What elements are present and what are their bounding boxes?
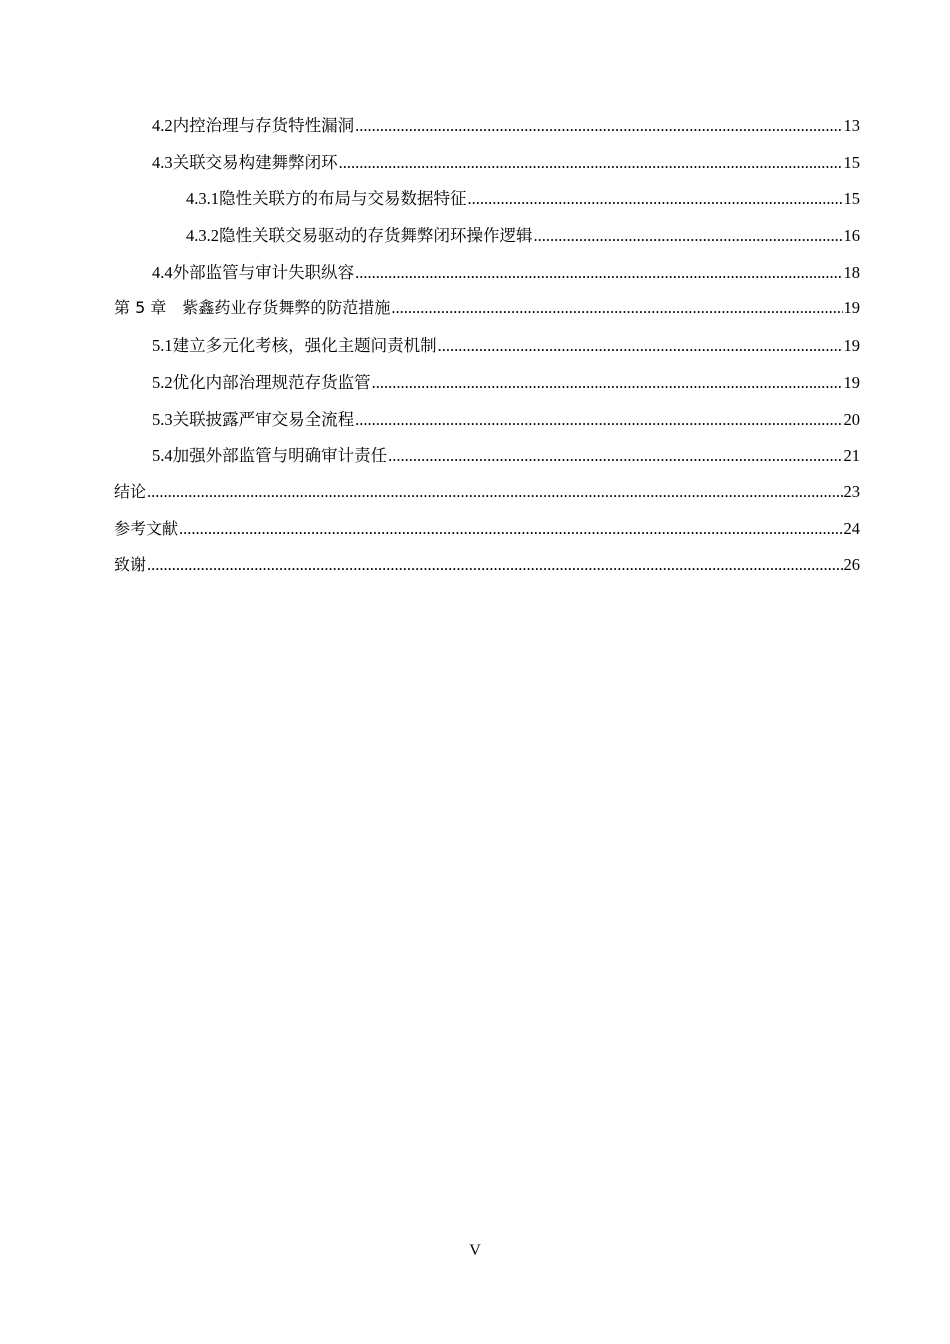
toc-entry-page: 21 xyxy=(843,446,860,466)
dot-leader xyxy=(147,482,842,502)
toc-entry-title: 隐性关联交易驱动的存货舞弊闭环操作逻辑 xyxy=(219,226,533,246)
table-of-contents xyxy=(114,112,860,589)
toc-entry-page: 16 xyxy=(843,226,860,246)
toc-entry-number: 4.3.2 xyxy=(186,226,219,246)
toc-entry-number: 第 5 章 xyxy=(114,298,167,318)
toc-entry-title: 建立多元化考核，强化主题问责机制 xyxy=(172,336,437,356)
toc-entry-page: 15 xyxy=(843,189,860,209)
toc-entry-4-2[interactable] xyxy=(114,112,860,149)
toc-entry-title: 关联披露严审交易全流程 xyxy=(172,409,355,429)
dot-leader xyxy=(468,189,843,209)
toc-entry-chapter-5[interactable] xyxy=(114,295,860,332)
dot-leader xyxy=(355,263,842,283)
toc-entry-acknowledgements[interactable] xyxy=(114,552,860,589)
dot-leader xyxy=(179,519,842,539)
toc-entry-title: 致谢 xyxy=(114,555,147,575)
dot-leader xyxy=(391,298,842,318)
toc-entry-4-3-2[interactable] xyxy=(114,222,860,259)
toc-entry-title: 参考文献 xyxy=(114,518,179,538)
toc-entry-title: 加强外部监管与明确审计责任 xyxy=(172,446,388,466)
toc-entry-title: 外部监管与审计失职纵容 xyxy=(172,262,355,282)
toc-entry-references[interactable] xyxy=(114,516,860,553)
toc-entry-number: 5.2 xyxy=(152,372,173,392)
toc-entry-page: 19 xyxy=(843,336,860,356)
toc-entry-title: 紫鑫药业存货舞弊的防范措施 xyxy=(182,298,391,318)
toc-entry-page: 13 xyxy=(843,116,860,135)
toc-entry-number: 5.4 xyxy=(152,446,173,466)
toc-entry-number: 5.1 xyxy=(152,336,173,356)
toc-entry-title: 结论 xyxy=(114,481,147,501)
toc-entry-title: 内控治理与存货特性漏洞 xyxy=(172,116,355,135)
dot-leader xyxy=(339,153,843,173)
toc-entry-page: 26 xyxy=(843,555,860,575)
dot-leader xyxy=(372,373,843,393)
dot-leader xyxy=(355,116,842,136)
toc-entry-5-3[interactable] xyxy=(114,406,860,443)
toc-entry-title: 优化内部治理规范存货监管 xyxy=(172,372,371,392)
toc-entry-5-4[interactable] xyxy=(114,442,860,479)
toc-entry-page: 24 xyxy=(843,518,860,538)
dot-leader xyxy=(355,410,842,430)
toc-entry-number: 4.3.1 xyxy=(186,189,219,209)
toc-entry-page: 20 xyxy=(843,409,860,429)
toc-entry-4-3-1[interactable] xyxy=(114,185,860,222)
toc-entry-4-4[interactable] xyxy=(114,259,860,296)
toc-entry-5-2[interactable] xyxy=(114,369,860,406)
toc-entry-number: 5.3 xyxy=(152,409,173,429)
toc-entry-page: 19 xyxy=(843,372,860,392)
toc-entry-number: 4.4 xyxy=(152,262,173,282)
toc-entry-number: 4.2 xyxy=(152,116,173,135)
toc-entry-title: 隐性关联方的布局与交易数据特征 xyxy=(219,189,467,209)
toc-entry-title: 关联交易构建舞弊闭环 xyxy=(172,152,338,172)
dot-leader xyxy=(438,336,843,356)
toc-entry-page: 19 xyxy=(843,298,860,318)
toc-entry-page: 18 xyxy=(843,262,860,282)
dot-leader xyxy=(388,446,842,466)
dot-leader xyxy=(147,555,842,575)
toc-entry-4-3[interactable] xyxy=(114,149,860,186)
toc-entry-page: 15 xyxy=(843,152,860,172)
page-number: V xyxy=(469,1242,481,1259)
toc-entry-conclusion[interactable] xyxy=(114,479,860,516)
toc-entry-page: 23 xyxy=(843,481,860,501)
toc-entry-number: 4.3 xyxy=(152,152,173,172)
dot-leader xyxy=(534,226,843,246)
toc-entry-5-1[interactable] xyxy=(114,332,860,369)
